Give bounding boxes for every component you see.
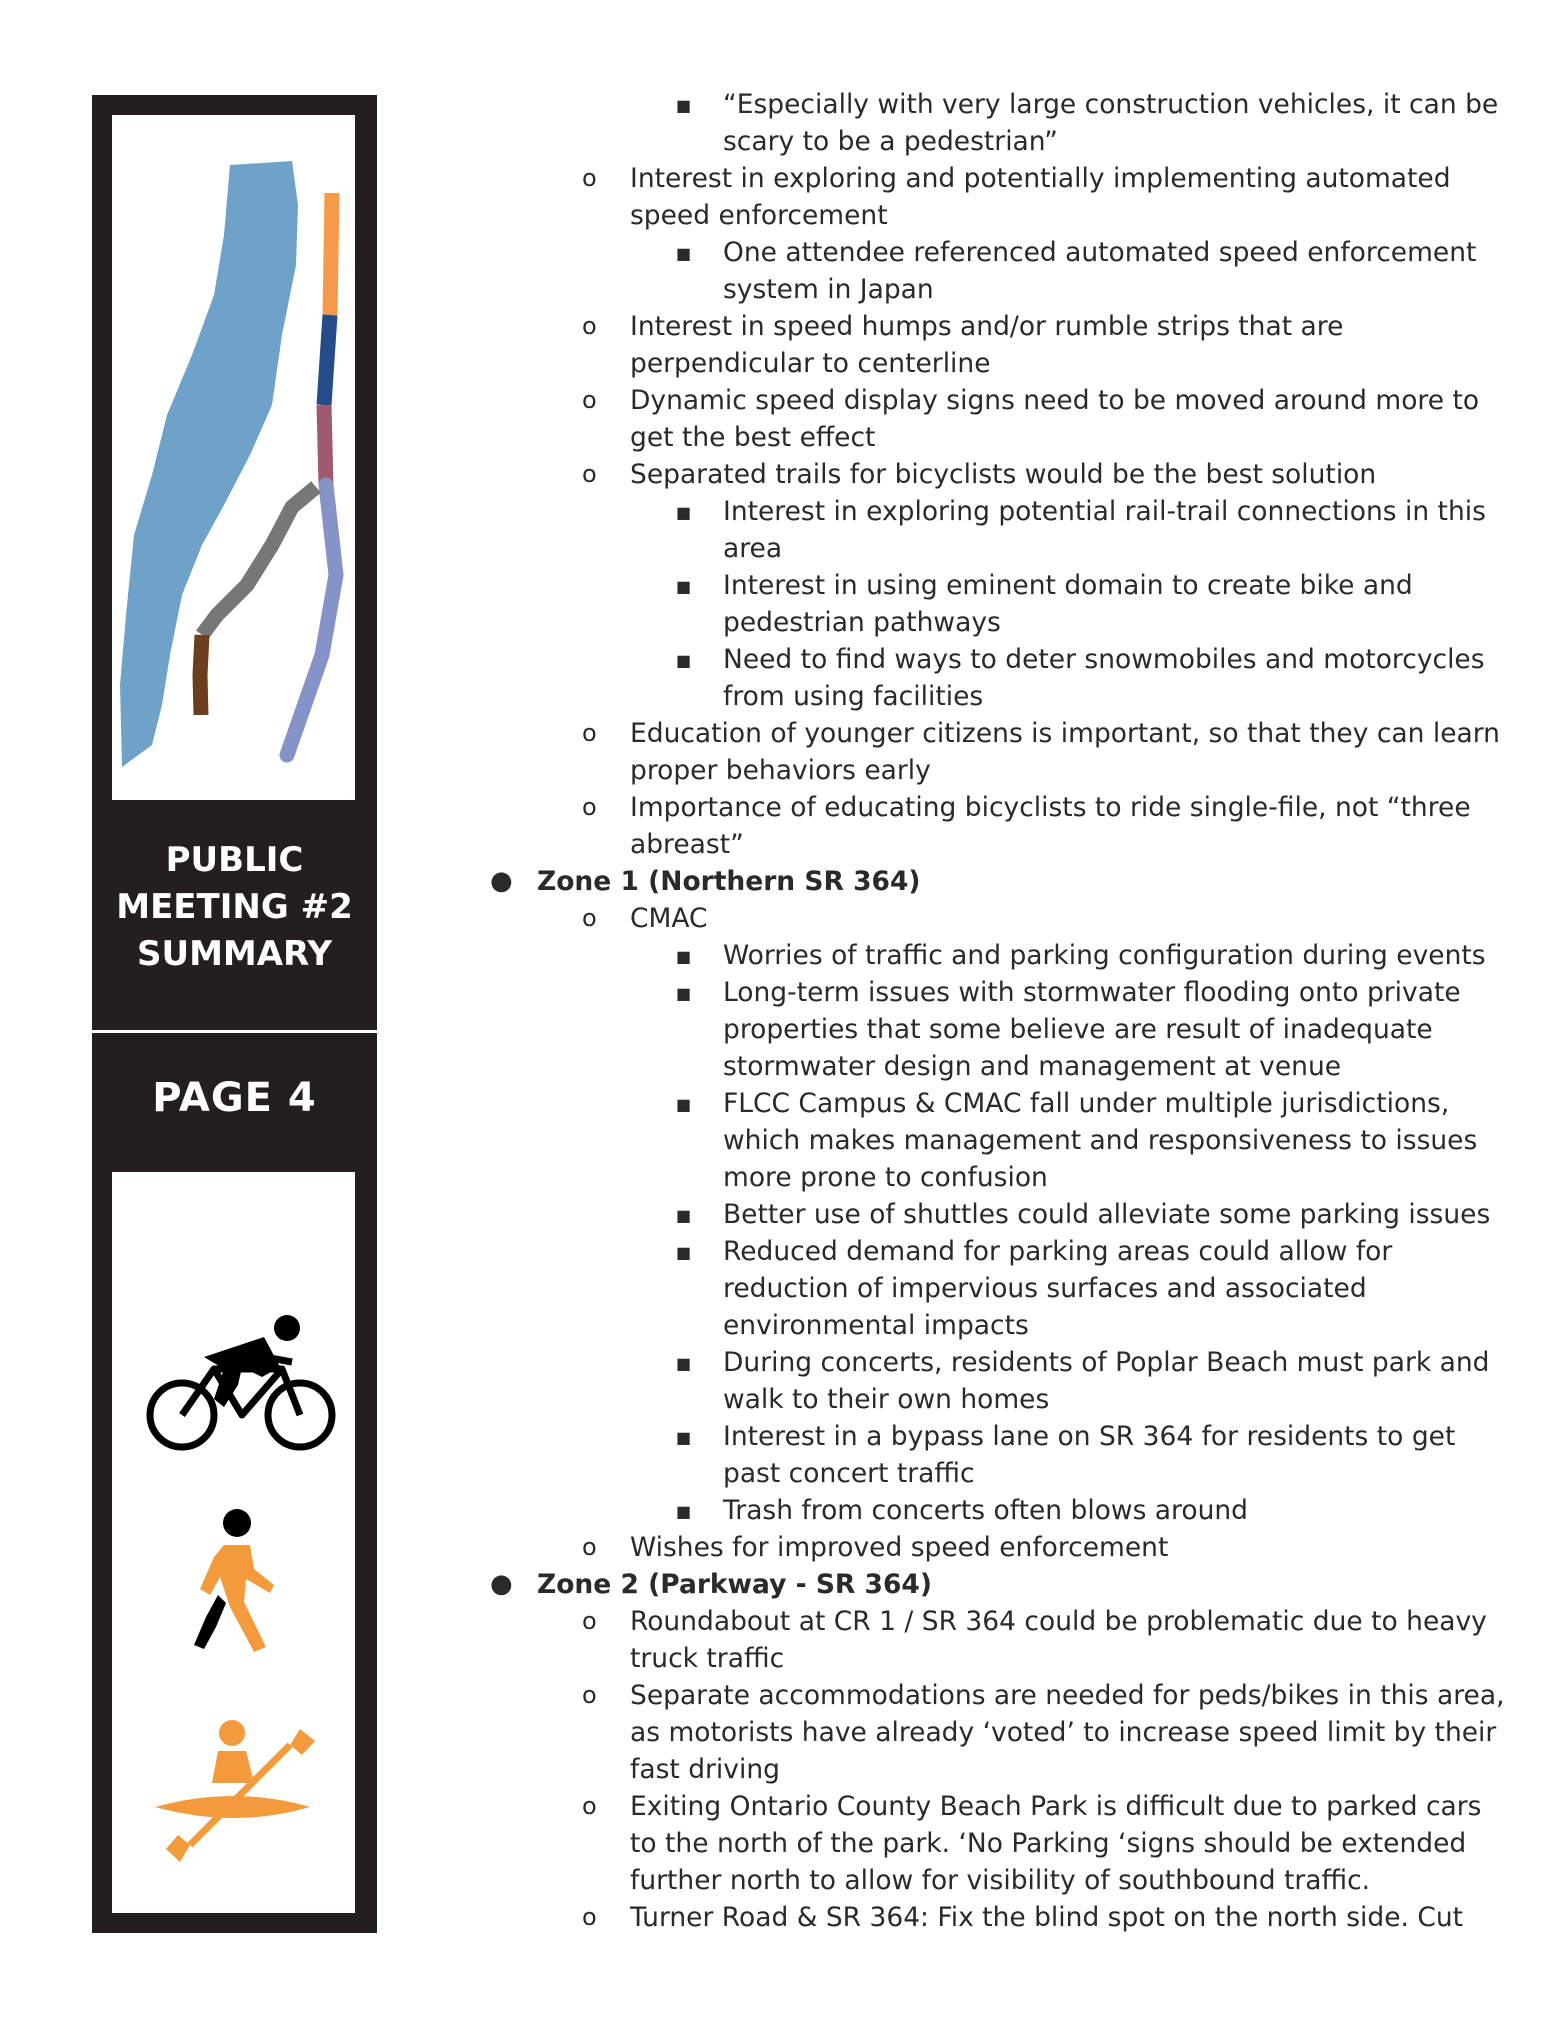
item-text: Dynamic speed display signs need to be moved around more to get the best effect — [630, 385, 1480, 453]
square-bullet: ■ — [676, 244, 692, 263]
title-line-1: PUBLIC — [165, 840, 304, 880]
square-bullet: ■ — [676, 1502, 692, 1521]
list-item — [480, 1899, 1510, 1936]
item-text: Roundabout at CR 1 / SR 364 could be problematic due to heavy truck traffic — [630, 1606, 1487, 1674]
list-item — [480, 308, 1510, 382]
item-text: Reduced demand for parking areas could allow for reduction of impervious surfaces and associated environmental impacts — [723, 1236, 1393, 1341]
square-bullet: ■ — [676, 984, 692, 1003]
list-item — [480, 900, 1510, 937]
circle-bullet: o — [582, 1792, 597, 1820]
item-text: Long-term issues with stormwater flooding onto private properties that some believe are result of inadequate stormwater design and management at venue — [723, 977, 1461, 1082]
zone-heading — [480, 1566, 1510, 1603]
square-bullet: ■ — [676, 1095, 692, 1114]
route-segment-brown — [200, 635, 202, 715]
item-text: Importance of educating bicyclists to ride single-file, not “three abreast” — [630, 792, 1471, 860]
list-item — [480, 715, 1510, 789]
circle-bullet: o — [582, 460, 597, 488]
list-item — [480, 1677, 1510, 1788]
list-item — [480, 1529, 1510, 1566]
list-item — [480, 1196, 1510, 1233]
route-map-panel — [112, 115, 355, 800]
list-item — [480, 456, 1510, 493]
circle-bullet: o — [582, 1681, 597, 1709]
item-text: Wishes for improved speed enforcement — [630, 1532, 1169, 1563]
circle-bullet: o — [582, 1607, 597, 1635]
dot-bullet: ● — [490, 866, 513, 896]
circle-bullet: o — [582, 1903, 597, 1931]
square-bullet: ■ — [676, 947, 692, 966]
list-item — [480, 382, 1510, 456]
dot-bullet: ● — [490, 1569, 513, 1599]
square-bullet: ■ — [676, 577, 692, 596]
list-item — [480, 160, 1510, 234]
item-text: Trash from concerts often blows around — [723, 1495, 1248, 1526]
page-label: PAGE 4 — [152, 1075, 317, 1121]
list-item — [480, 493, 1510, 567]
title-line-3: SUMMARY — [136, 934, 333, 974]
item-text: Separate accommodations are needed for peds/bikes in this area, as motorists have already ‘voted’ to increase speed limit by their fast driving — [630, 1680, 1505, 1785]
list-item — [480, 567, 1510, 641]
square-bullet: ■ — [676, 1428, 692, 1447]
circle-bullet: o — [582, 386, 597, 414]
sidebar-divider — [92, 1030, 377, 1033]
meeting-notes — [480, 86, 1510, 1936]
item-text: Interest in a bypass lane on SR 364 for residents to get past concert traffic — [723, 1421, 1456, 1489]
item-text: “Especially with very large construction vehicles, it can be scary to be a pedestrian” — [723, 89, 1499, 157]
item-text: Education of younger citizens is important, so that they can learn proper behaviors early — [630, 718, 1500, 786]
list-item — [480, 974, 1510, 1085]
route-map — [112, 115, 355, 800]
list-item — [480, 1603, 1510, 1677]
circle-bullet: o — [582, 164, 597, 192]
item-text: During concerts, residents of Poplar Beach must park and walk to their own homes — [723, 1347, 1490, 1415]
list-item — [480, 937, 1510, 974]
list-item — [480, 1788, 1510, 1899]
item-text: Separated trails for bicyclists would be the best solution — [630, 459, 1377, 490]
square-bullet: ■ — [676, 96, 692, 115]
item-text: Interest in exploring and potentially implementing automated speed enforcement — [630, 163, 1451, 231]
route-segment-orange — [330, 193, 332, 315]
item-text: FLCC Campus & CMAC fall under multiple jurisdictions, which makes management and responsiveness to issues more prone to confusion — [723, 1088, 1478, 1193]
circle-bullet: o — [582, 904, 597, 932]
list-item — [480, 1085, 1510, 1196]
zone-heading — [480, 863, 1510, 900]
square-bullet: ■ — [676, 1206, 692, 1225]
sidebar — [92, 95, 377, 1933]
route-segment-periwinkle — [287, 485, 336, 755]
item-text: Better use of shuttles could alleviate some parking issues — [723, 1199, 1491, 1230]
mode-icons-panel — [112, 1172, 355, 1913]
circle-bullet: o — [582, 793, 597, 821]
circle-bullet: o — [582, 719, 597, 747]
circle-bullet: o — [582, 312, 597, 340]
list-item — [480, 86, 1510, 160]
item-text: Interest in exploring potential rail-trail connections in this area — [723, 496, 1486, 564]
zone-2-title: Zone 2 (Parkway - SR 364) — [537, 1569, 932, 1600]
kayak-icon — [150, 1717, 320, 1862]
square-bullet: ■ — [676, 503, 692, 522]
sidebar-title — [92, 837, 377, 978]
square-bullet: ■ — [676, 651, 692, 670]
list-item — [480, 1418, 1510, 1492]
notes-list — [480, 86, 1510, 1936]
list-item — [480, 641, 1510, 715]
bicycle-icon — [142, 1307, 342, 1457]
item-text: Interest in using eminent domain to create bike and pedestrian pathways — [723, 570, 1413, 638]
item-text: Worries of traffic and parking configuration during events — [723, 940, 1486, 971]
item-text: Interest in speed humps and/or rumble strips that are perpendicular to centerline — [630, 311, 1344, 379]
square-bullet: ■ — [676, 1243, 692, 1262]
zone-1-title: Zone 1 (Northern SR 364) — [537, 866, 921, 897]
route-segment-navy — [324, 315, 330, 405]
route-segment-mauve — [324, 405, 326, 485]
square-bullet: ■ — [676, 1354, 692, 1373]
list-item — [480, 789, 1510, 863]
list-item — [480, 1233, 1510, 1344]
list-item — [480, 1344, 1510, 1418]
item-text: One attendee referenced automated speed enforcement system in Japan — [723, 237, 1477, 305]
item-text: Turner Road & SR 364: Fix the blind spot on the north side. Cut — [630, 1902, 1464, 1933]
pedestrian-icon — [192, 1507, 282, 1652]
item-text: CMAC — [630, 903, 708, 934]
circle-bullet: o — [582, 1533, 597, 1561]
item-text: Exiting Ontario County Beach Park is difficult due to parked cars to the north of the park. ‘No Parking ‘signs should be extended further north to allow for visibility of southbound traffic. — [630, 1791, 1482, 1896]
list-item — [480, 234, 1510, 308]
list-item — [480, 1492, 1510, 1529]
title-line-2: MEETING #2 — [116, 887, 353, 927]
item-text: Need to find ways to deter snowmobiles and motorcycles from using facilities — [723, 644, 1485, 712]
lake-shape — [120, 161, 298, 767]
